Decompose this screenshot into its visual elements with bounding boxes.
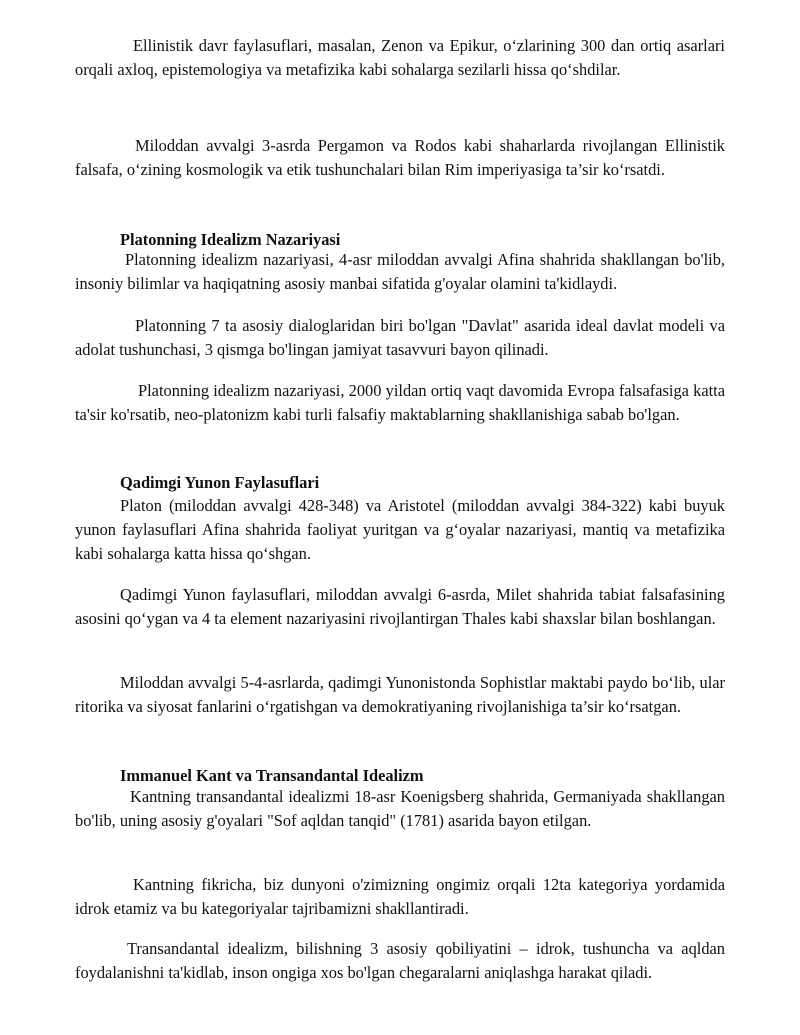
heading-kant-transcendental-idealism: Immanuel Kant va Transandantal Idealizm: [120, 766, 424, 785]
paragraph-sophists: Miloddan avvalgi 5-4-asrlarda, qadimgi Yunonistonda Sophistlar maktabi paydo bo‘lib, ular ritorika va siyosat fanlarini o‘rgatishgan va demokratiyaning rivojlanishiga ta’sir ko‘rsatgan.: [75, 673, 725, 716]
paragraph-thales: Qadimgi Yunon faylasuflari, miloddan avvalgi 6-asrda, Milet shahrida tabiat falsafasining asosini qo‘ygan va 4 ta element nazariyasini rivojlantirgan Thales kabi shaxslar bilan boshlangan.: [75, 585, 725, 628]
heading-plato-idealism: Platonning Idealizm Nazariyasi: [120, 230, 341, 249]
paragraph-plato-aristotle: Platon (miloddan avvalgi 428-348) va Aristotel (miloddan avvalgi 384-322) kabi buyuk yunon faylasuflari Afina shahrida faoliyat yuritgan va g‘oyalar nazariyasi, mantiq va metafizika kabi sohalarga katta hissa qo‘shgan.: [75, 496, 725, 563]
paragraph-kant-categories: Kantning fikricha, biz dunyoni o'zimizning ongimiz orqali 12ta kategoriya yordamida idrok etamiz va bu kategoriyalar tajribamizni shakllantiradi.: [75, 875, 725, 918]
paragraph-hellenistic-philosophy-rome: Miloddan avvalgi 3-asrda Pergamon va Rodos kabi shaharlarda rivojlangan Ellinistik falsafa, o‘zining kosmologik va etik tushunchalari bilan Rim imperiyasiga ta’sir ko‘rsatdi.: [75, 136, 725, 179]
paragraph-transcendental-idealism: Transandantal idealizm, bilishning 3 asosiy qobiliyatini – idrok, tushuncha va aqldan foydalanishni ta'kidlab, inson ongiga xos bo'lgan chegaralarni aniqlashga harakat qiladi.: [75, 939, 725, 982]
paragraph-hellenistic-philosophers: Ellinistik davr faylasuflari, masalan, Zenon va Epikur, o‘zlarining 300 dan ortiq asarlari orqali axloq, epistemologiya va metafizika kabi sohalarga sezilarli hissa qo‘shdilar.: [75, 36, 725, 79]
paragraph-plato-influence: Platonning idealizm nazariyasi, 2000 yildan ortiq vaqt davomida Evropa falsafasiga katta ta'sir ko'rsatib, neo-platonizm kabi turli falsafiy maktablarning shakllanishiga sabab bo'lgan.: [75, 381, 725, 424]
paragraph-kant-origin: Kantning transandantal idealizmi 18-asr Koenigsberg shahrida, Germaniyada shakllangan bo'lib, uning asosiy g'oyalari "Sof aqldan tanqid" (1781) asarida bayon etilgan.: [75, 787, 725, 830]
paragraph-plato-republic: Platonning 7 ta asosiy dialoglaridan biri bo'lgan "Davlat" asarida ideal davlat modeli va adolat tushunchasi, 3 qismga bo'lingan jamiyat tasavvuri bayon qilinadi.: [75, 316, 725, 359]
heading-ancient-greek-philosophers: Qadimgi Yunon Faylasuflari: [120, 473, 320, 492]
paragraph-plato-idealism-theory: Platonning idealizm nazariyasi, 4-asr miloddan avvalgi Afina shahrida shakllangan bo'lib, insoniy bilimlar va haqiqatning asosiy manbai sifatida g'oyalar olamini ta'kidlaydi.: [75, 250, 725, 293]
